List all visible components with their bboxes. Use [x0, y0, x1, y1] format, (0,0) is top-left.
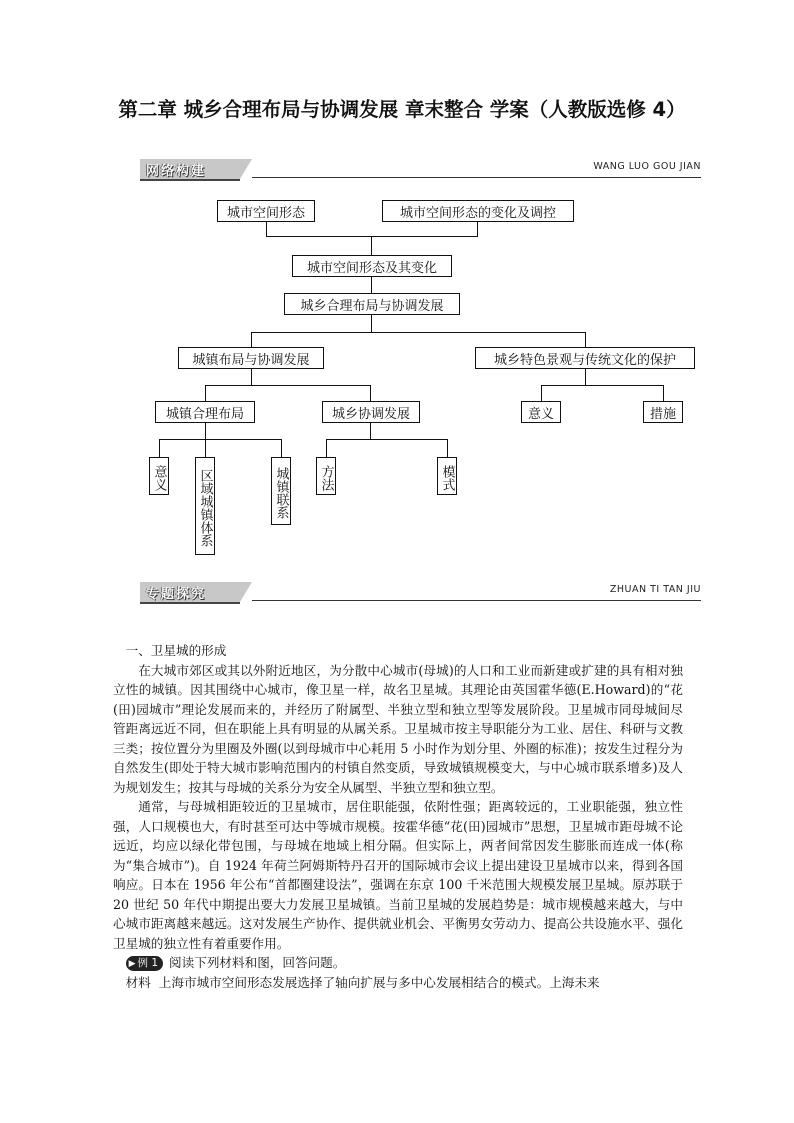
box-meaning-left: 意义 [149, 457, 169, 495]
box-methods: 方法 [316, 457, 336, 495]
paragraph-2: 通常，与母城相距较近的卫星城市，居住职能强，依附性强；距离较远的，工业职能强，独立性强，人口规模也大，有时甚至可达中等城市规模。按霍华德“花(田)园城市”思想，卫星城市距母城不论远近，均应以绿化带包围，与母城在地域上相分隔。但实际上，两者间常因发生膨胀而连成一体(称为“集合城市”)。自 1924 年荷兰阿姆斯特丹召开的国际城市会议上提出建设卫星城市以来，得到各国响应。日本在 1956 年公布“首都圈建设法”，强调在东京 100 千米范围大规模发展卫星城。原苏联于 20 世纪 50 年代中期提出要大力发展卫星城镇。当前卫星城的发展趋势是：城市规模越来越大，与中心城市距离越来越远。这对发展生产协作、提供就业机会、平衡男女劳动力、提高公共设施水平、强化卫星城的独立性有着重要作用。 [113, 799, 683, 951]
box-urban-rural-coordination: 城乡协调发展 [322, 401, 420, 423]
box-patterns: 模式 [437, 457, 457, 495]
example-text: 阅读下列材料和图，回答问题。 [169, 955, 346, 970]
divider [252, 600, 701, 601]
page-title: 第二章 城乡合理布局与协调发展 章末整合 学案（人教版选修 4） [118, 98, 686, 121]
box-urban-form-and-change: 城市空间形态及其变化 [292, 255, 452, 277]
section-tab-label: 网络构建 [146, 164, 207, 179]
section-heading: 一、卫星城的形成 [125, 643, 227, 658]
box-town-layout-coordination: 城镇布局与协调发展 [178, 347, 324, 369]
paragraph-1: 在大城市郊区或其以外附近地区，为分散中心城市(母城)的人口和工业而新建或扩建的具有相对独立性的城镇。因其围绕中心城市，像卫星一样，故名卫星城。其理论由英国霍华德(E.Howard)的“花(田)园城市”理论发展而来的，并经历了附属型、半独立型和独立型等发展阶段。卫星城市同母城间尽管距离远近不同，但在职能上具有明显的从属关系。卫星城市按主导职能分为工业、居住、科研与文教三类；按位置分为里圈及外圈(以到母城市中心耗用 5 小时作为划分里、外圈的标准)；按发生过程分为自然发生(即处于特大城市影响范围内的村镇自然变质，导致城镇规模变大，与中心城市联系增多)及人为规划发生；按其与母城的关系分为安全从属型、半独立型和独立型。 [113, 662, 683, 795]
example-label: 例 1 [137, 957, 159, 969]
material-text: 上海市城市空间形态发展选择了轴向扩展与多中心发展相结合的模式。上海未来 [158, 974, 600, 990]
section-tab [140, 582, 240, 604]
concept-diagram [0, 190, 794, 560]
section-banner-topics [140, 582, 701, 604]
section-pinyin: WANG LUO GOU JIAN [593, 161, 701, 172]
section-tab [140, 159, 240, 181]
box-rural-urban-layout: 城乡合理布局与协调发展 [284, 293, 460, 315]
example-badge [126, 956, 163, 971]
box-landscape-culture-protection: 城乡特色景观与传统文化的保护 [475, 347, 695, 369]
section-banner-network [140, 159, 701, 181]
play-icon: ▶ [128, 959, 136, 969]
box-measures: 措施 [643, 401, 683, 423]
section-pinyin: ZHUAN TI TAN JIU [609, 584, 701, 595]
body-text [113, 641, 683, 992]
material-label: 材料 [125, 974, 151, 990]
material-line [113, 973, 683, 993]
section-tab-label: 专题探究 [146, 587, 207, 602]
box-town-links: 城镇联系 [271, 457, 291, 525]
divider [252, 177, 701, 178]
box-town-reasonable-layout: 城镇合理布局 [155, 401, 255, 423]
box-meaning-right: 意义 [521, 401, 561, 423]
box-urban-form-change: 城市空间形态的变化及调控 [382, 200, 574, 222]
box-regional-town-system: 区域城镇体系 [195, 457, 215, 555]
box-urban-spatial-form: 城市空间形态 [217, 200, 315, 222]
example-line [113, 953, 683, 973]
